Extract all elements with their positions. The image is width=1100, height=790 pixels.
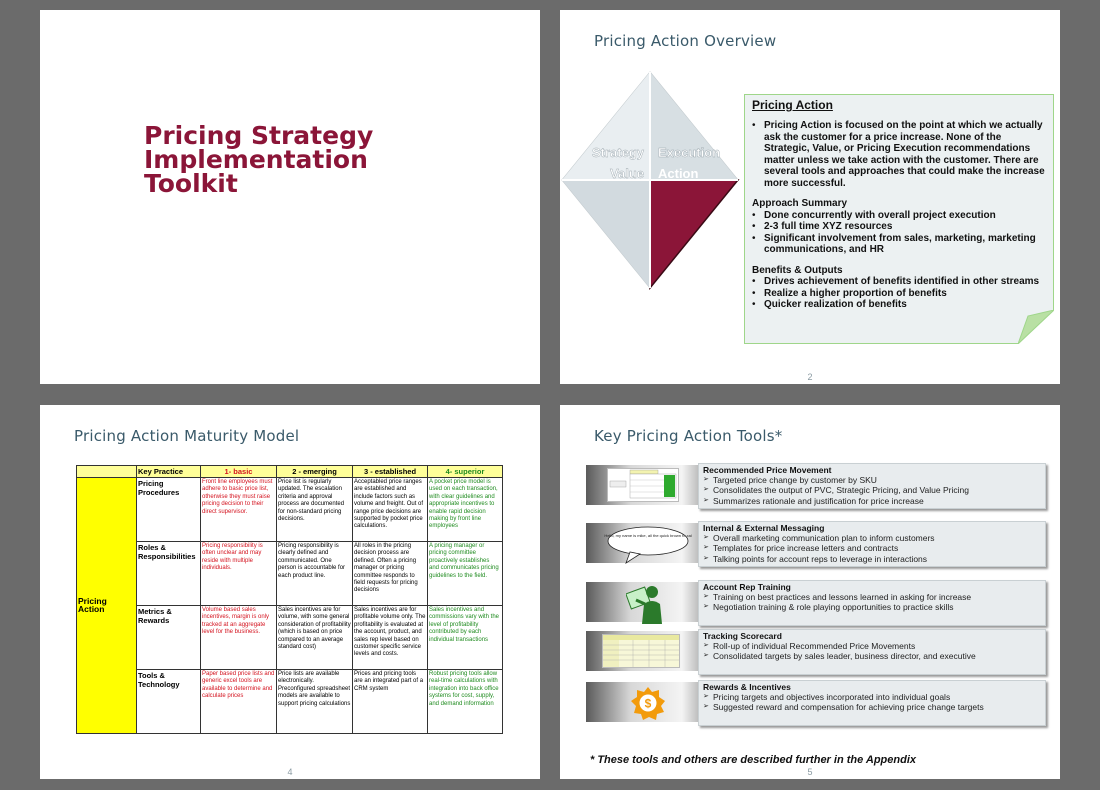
table-cell: A pricing manager or pricing committee proactively establishes and communicates pricing guidelines to the field.: [428, 542, 503, 606]
header-cell: 4- superior: [428, 466, 503, 478]
table-cell: Prices and pricing tools are an integrated part of a CRM system: [353, 670, 428, 734]
table-row: [77, 606, 503, 670]
header-cell: 1- basic: [201, 466, 277, 478]
tool-row: [586, 680, 1046, 724]
slide-pricing-action-overview: [560, 10, 1060, 384]
table-cell: Sales incentives and commissions vary with the level of profitability contributed by each individual transactions: [428, 606, 503, 670]
slide-title: [40, 10, 540, 384]
page-number: 2: [807, 372, 813, 382]
tool-item: ➢ Pricing targets and objectives incorporated into individual goals: [703, 692, 1041, 702]
tool-description-box: [698, 580, 1046, 626]
tool-item: ➢ Templates for price increase letters and contracts: [703, 543, 1041, 553]
list-item: • Drives achievement of benefits identified in other streams: [752, 276, 1046, 288]
tool-item: ➢ Overall marketing communication plan to inform customers: [703, 533, 1041, 543]
tool-heading: Internal & External Messaging: [703, 523, 825, 533]
dollar-coin-icon: [630, 686, 666, 720]
page-number: 4: [287, 767, 293, 777]
intro-text: • Pricing Action is focused on the point at which we actually ask the customer for a price increase. None of the Strategic, Value, or Pricing Execution recommendations matter unless we take action with the customer. There are several tools and approaches that could make the increase more successful.: [752, 120, 1046, 189]
list-item: • 2-3 full time XYZ resources: [752, 221, 1046, 233]
list-item: • Quicker realization of benefits: [752, 299, 1046, 311]
header-blank: [77, 466, 137, 478]
table-cell: All roles in the pricing decision process are defined. Often a pricing manager or pricing committee responds to field requests for pricing decisions: [353, 542, 428, 606]
tool-item: ➢ Summarizes rationale and justification for price increase: [703, 496, 1041, 506]
benefits-heading: Benefits & Outputs: [752, 264, 843, 276]
title-line: Implementation: [144, 145, 368, 174]
table-cell: Robust pricing tools allow real-time calculations with integration into back office systems for cost, supply, and demand information: [428, 670, 503, 734]
table-cell: Volume based sales incentives, margin is only tracked at an aggregate level for the business.: [201, 606, 277, 670]
slide-title: Pricing Action Overview: [594, 32, 777, 50]
tool-item: ➢ Training on best practices and lessons learned in asking for increase: [703, 592, 1041, 602]
table-row: [77, 478, 503, 542]
practice-cell: Pricing Procedures: [137, 478, 201, 542]
approach-heading: Approach Summary: [752, 198, 848, 209]
framework-diamond: [560, 70, 760, 295]
table-cell: Pricing responsibility is often unclear and may reside with multiple individuals.: [201, 542, 277, 606]
page-curl-icon: [1018, 310, 1054, 344]
header-cell: 3 - established: [353, 466, 428, 478]
header-cell: Key Practice: [137, 466, 201, 478]
slide-title: Pricing Action Maturity Model: [74, 427, 300, 445]
page-number: 5: [807, 767, 813, 777]
slide-key-tools: [560, 405, 1060, 779]
tool-description-box: [698, 463, 1046, 509]
table-cell: Price lists are available electronically. Preconfigured spreadsheet models are available to support pricing calculations: [277, 670, 353, 734]
strategy-label: Strategy: [591, 145, 644, 160]
tool-row: [586, 521, 1046, 565]
table-cell: Acceptabled price ranges are established and include factors such as volume and freight. Out of range price decisions are supported by pocket price calculations.: [353, 478, 428, 542]
benefits-list: [752, 276, 1046, 311]
table-cell: Front line employees must adhere to basic price list, otherwise they must raise pricing decision to their direct supervisor.: [201, 478, 277, 542]
value-label: Value: [610, 166, 644, 181]
practice-cell: Metrics & Rewards: [137, 606, 201, 670]
tool-item: ➢ Talking points for account reps to leverage in interactions: [703, 554, 1041, 564]
tool-heading: Rewards & Incentives: [703, 682, 791, 692]
toolkit-title: [144, 121, 374, 198]
table-cell: Price list is regularly updated. The escalation criteria and approval process are documented for non-standard pricing decisions.: [277, 478, 353, 542]
row-group-label: Pricing Action: [77, 478, 137, 734]
tool-item: ➢ Negotiation training & role playing opportunities to practice skills: [703, 602, 1041, 612]
list-item: • Done concurrently with overall project execution: [752, 210, 1046, 222]
execution-label: Execution: [658, 145, 721, 160]
table-cell: A pocket price model is used on each transaction, with clear guidelines and appropriate incentives to enable rapid decision making by front line employees: [428, 478, 503, 542]
list-item: • Significant involvement from sales, marketing, marketing communications, and HR: [752, 233, 1046, 256]
tool-heading: Tracking Scorecard: [703, 631, 782, 641]
header-cell: 2 - emerging: [277, 466, 353, 478]
action-label: Action: [658, 166, 699, 181]
title-line: Toolkit: [144, 169, 238, 198]
tool-description-box: [698, 680, 1046, 726]
tool-heading: Account Rep Training: [703, 582, 791, 592]
table-row: [77, 542, 503, 606]
tool-item: ➢ Suggested reward and compensation for achieving price change targets: [703, 702, 1041, 712]
maturity-table: [76, 465, 503, 734]
speech-bubble-icon: [600, 523, 696, 565]
tool-row: [586, 580, 1046, 624]
approach-list: [752, 210, 1046, 256]
trainer-icon: [626, 582, 666, 624]
footnote: * These tools and others are described further in the Appendix: [590, 754, 916, 766]
table-header-row: [77, 466, 503, 478]
table-cell: Pricing responsibility is clearly defined and communicated. One person is accountable for each product line.: [277, 542, 353, 606]
tool-item: ➢ Targeted price change by customer by SKU: [703, 475, 1041, 485]
spreadsheet-thumbnail-icon: [607, 468, 679, 502]
slide-title: Key Pricing Action Tools*: [594, 427, 783, 445]
tool-row: [586, 463, 1046, 507]
tool-row: [586, 629, 1046, 673]
tool-item: ➢ Consolidates the output of PVC, Strategic Pricing, and Value Pricing: [703, 485, 1041, 495]
table-cell: Paper based price lists and generic excel tools are available to determine and calculate prices: [201, 670, 277, 734]
slide-maturity-model: [40, 405, 540, 779]
practice-cell: Roles & Responsibilities: [137, 542, 201, 606]
table-cell: Sales incentives are for volume, with some general consideration of profitability (which is based on price compared to an average standard cost): [277, 606, 353, 670]
tool-description-box: [698, 629, 1046, 675]
tool-heading: Recommended Price Movement: [703, 465, 832, 475]
intro-list: [752, 120, 1046, 189]
speech-bubble-text: Hello, my name is mike, all the quick brown fo xal: [604, 533, 692, 538]
tool-item: ➢ Consolidated targets by sales leader, business director, and executive: [703, 651, 1041, 661]
table-cell: Sales incentives are for profitable volume only. The profitability is evaluated at the account, product, and sales rep level based on customer specific service levels and costs.: [353, 606, 428, 670]
tool-item: ➢ Roll-up of individual Recommended Price Movements: [703, 641, 1041, 651]
svg-text:$: $: [644, 696, 652, 711]
list-item: • Realize a higher proportion of benefits: [752, 288, 1046, 300]
tool-description-box: [698, 521, 1046, 567]
title-line: Pricing Strategy: [144, 121, 374, 150]
scorecard-thumbnail-icon: [602, 634, 680, 668]
practice-cell: Tools & Technology: [137, 670, 201, 734]
pricing-action-box: [744, 94, 1054, 344]
box-heading: Pricing Action: [752, 98, 833, 112]
table-row: [77, 670, 503, 734]
